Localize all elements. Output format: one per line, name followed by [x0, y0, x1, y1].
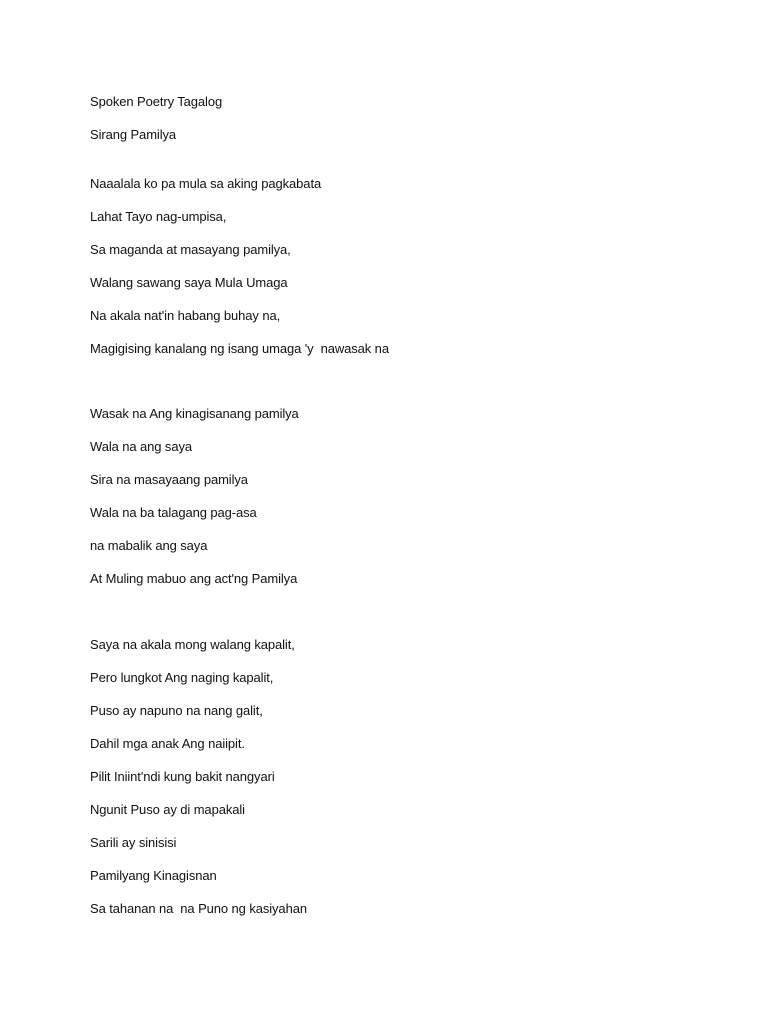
poem-line: Wasak na Ang kinagisanang pamilya: [90, 406, 299, 421]
poem-line: Sa tahanan na na Puno ng kasiyahan: [90, 901, 307, 916]
poem-line: Sa maganda at masayang pamilya,: [90, 242, 291, 257]
poem-line: Puso ay napuno na nang galit,: [90, 703, 263, 718]
poem-line: Pero lungkot Ang naging kapalit,: [90, 670, 274, 685]
poem-line: Lahat Tayo nag-umpisa,: [90, 209, 227, 224]
poem-line: Sira na masayaang pamilya: [90, 472, 248, 487]
poem-line: At Muling mabuo ang act'ng Pamilya: [90, 571, 298, 586]
poem-line: Sarili ay sinisisi: [90, 835, 177, 850]
poem-line: Wala na ba talagang pag-asa: [90, 505, 257, 520]
poem-line: Naaalala ko pa mula sa aking pagkabata: [90, 176, 322, 191]
poem-line: Saya na akala mong walang kapalit,: [90, 637, 295, 652]
poem-line: Na akala nat'in habang buhay na,: [90, 308, 281, 323]
poem-line: Ngunit Puso ay di mapakali: [90, 802, 245, 817]
poem-line: na mabalik ang saya: [90, 538, 208, 553]
poem-line: Wala na ang saya: [90, 439, 192, 454]
poem-line: Pilit Iniint'ndi kung bakit nangyari: [90, 769, 275, 784]
poem-line: Pamilyang Kinagisnan: [90, 868, 217, 883]
poem-line: Magigising kanalang ng isang umaga 'y nawasak na: [90, 341, 389, 356]
poem-title: Sirang Pamilya: [90, 127, 177, 142]
poem-line: Walang sawang saya Mula Umaga: [90, 275, 288, 290]
document-heading: Spoken Poetry Tagalog: [90, 94, 223, 109]
poem-line: Dahil mga anak Ang naiipit.: [90, 736, 245, 751]
